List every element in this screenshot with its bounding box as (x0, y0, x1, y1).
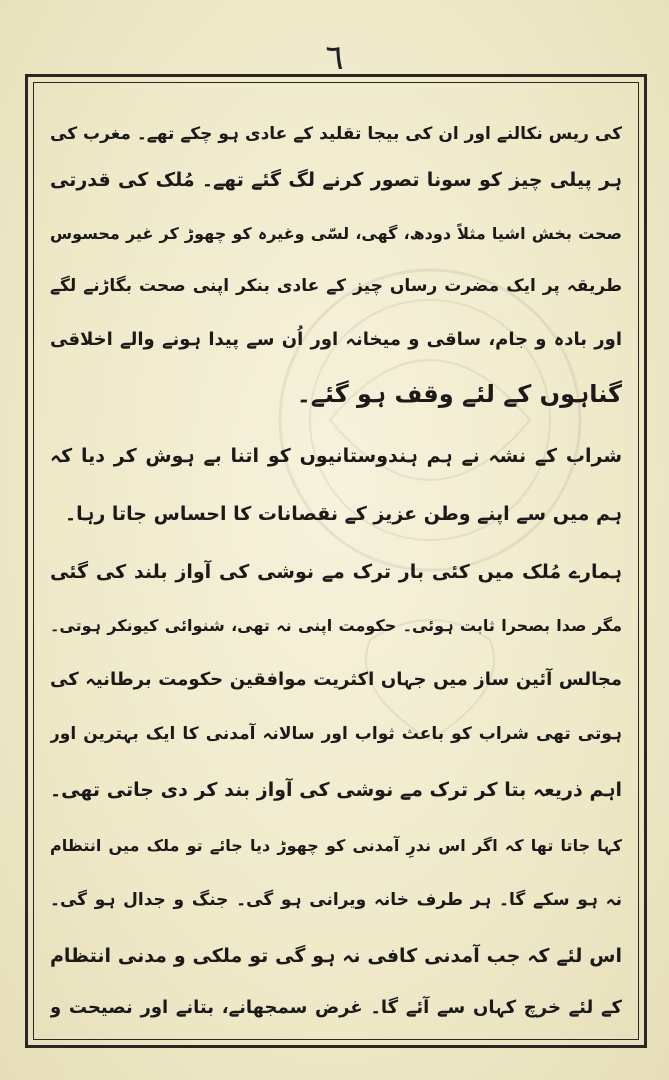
text-line: کہا جاتا تھا کہ اگر اس ندرِ آمدنی کو چھوڑ دیا جائے تو ملک میں انتظام (50, 836, 622, 855)
text-line: شراب کے نشہ نے ہم ہندوستانیوں کو اتنا بے ہوش کر دیا کہ (50, 445, 622, 467)
text-line: ہوتی تھی شراب کو باعث ثواب اور سالانہ آمدنی کا ایک بہترین اور (50, 724, 622, 744)
text-line: اہم ذریعہ بتا کر ترک مے نوشی کی آواز بند کر دی جاتی تھی۔ (50, 779, 622, 801)
text-line: مگر صدا بصحرا ثابت ہوئی۔ حکومت اپنی نہ تھی، شنوائی کیونکر ہوتی۔ (50, 616, 622, 635)
page-body-text (50, 112, 622, 1022)
text-line: مجالس آئین ساز میں جہاں اکثریت موافقین حکومت برطانیہ کی (50, 669, 622, 690)
text-line: ہم میں سے اپنے وطن عزیز کے نقصانات کا احساس جاتا رہا۔ (64, 503, 622, 525)
text-line: ہر پیلی چیز کو سونا تصور کرنے لگ گئے تھے۔ مُلک کی قدرتی (50, 169, 622, 191)
text-line: اس لئے کہ جب آمدنی کافی نہ ہو گی تو ملکی و مدنی انتظام (50, 945, 622, 967)
text-line: نہ ہو سکے گا۔ ہر طرف خانہ ویرانی ہو گی۔ جنگ و جدال ہو گی۔ (50, 890, 622, 910)
text-line: کے لئے خرچ کہاں سے آئے گا۔ غرض سمجھانے، بتانے اور نصیحت و (50, 997, 622, 1018)
text-line: کی ریس نکالنے اور ان کی بیجا تقلید کے عادی ہو چکے تھے۔ مغرب کی (50, 124, 622, 144)
text-line: طریقہ پر ایک مضرت رساں چیز کے عادی بنکر اپنی صحت بگاڑنے لگے (50, 276, 622, 296)
text-line: گناہوں کے لئے وقف ہو گئے۔ (296, 380, 622, 408)
page-number: ٦ (325, 38, 344, 78)
text-line: صحت بخش اشیا مثلاً دودھ، گھی، لسّی وغیرہ کو چھوڑ کر غیر محسوس (50, 224, 622, 243)
text-line: اور بادہ و جام، ساقی و میخانہ اور اُن سے پیدا ہونے والے اخلاقی (50, 329, 622, 350)
text-line: ہمارے مُلک میں کئی بار ترک مے نوشی کی آواز بلند کی گئی (50, 561, 622, 583)
